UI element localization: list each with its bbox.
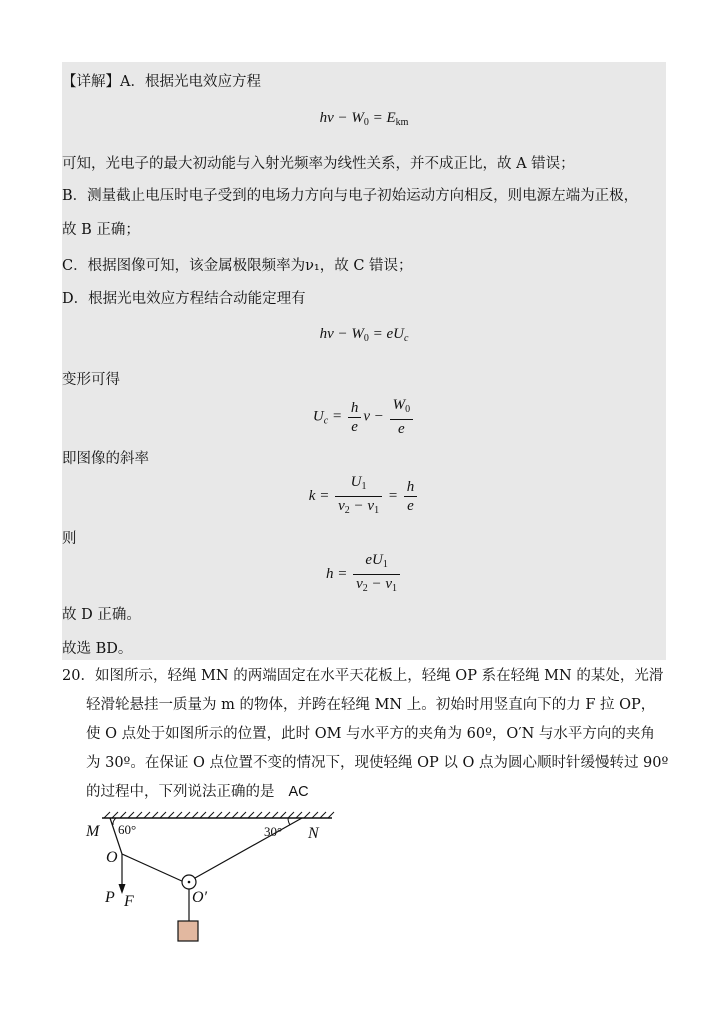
ceiling-hatching <box>104 812 334 818</box>
explanation-a: 可知，光电子的最大初动能与入射光频率为线性关系，并不成正比，故 A 错误； <box>62 156 575 172</box>
equation-kinetic: $h\nu - W_0 = eU_c$ <box>319 326 409 344</box>
angle-arc-60 <box>113 818 116 825</box>
equation-photoelectric: $h\nu - W_0 = E_{km}$ <box>319 110 409 128</box>
question-20 <box>62 662 672 807</box>
d-correct-text: 故 D 正确。 <box>62 607 141 623</box>
mass-block <box>178 921 198 941</box>
explanation-b-1: B．测量截止电压时电子受到的电场力方向与电子初始运动方向相反，则电源左端为正极， <box>62 188 639 204</box>
question-line-3: 使 O 点处于如图所示的位置，此时 OM 与水平方的夹角为 60º，O′N 与水平方向的夹角 <box>86 726 655 742</box>
question-answer: AC <box>288 784 309 800</box>
then-text: 则 <box>62 531 77 547</box>
equation-h: h = $\frac{eU_1}{\nu_2 - \nu_1}$ <box>62 551 666 598</box>
equation-uc: $U_c$ = $\frac{h}{e}$ ν − $\frac{W_0}{e}$ <box>62 396 666 438</box>
choose-text: 故选 BD。 <box>62 641 133 657</box>
explanation-c: C．根据图像可知，该金属极限频率为ν₁，故 C 错误； <box>62 258 413 274</box>
label-o-prime: O′ <box>192 889 208 906</box>
question-line-4: 为 30º。在保证 O 点位置不变的情况下，现使轻绳 OP 以 O 点为圆心顺时针缓慢转过 90º <box>86 755 669 771</box>
label-m: M <box>86 823 100 840</box>
deform-text: 变形可得 <box>62 372 120 388</box>
physics-figure <box>80 810 340 950</box>
label-o: O <box>106 849 118 866</box>
equation-slope: k = $\frac{U_1}{\nu_2 - \nu_1}$ = $\frac{h}{e}$ <box>62 473 666 520</box>
answer-header: 【详解】A．根据光电效应方程 <box>62 74 261 90</box>
angle-arc-30 <box>288 818 290 825</box>
label-n: N <box>308 825 319 842</box>
slope-text: 即图像的斜率 <box>62 451 149 467</box>
label-angle-30: 30° <box>264 824 283 839</box>
rope-o-oprime <box>122 854 184 882</box>
explanation-d: D．根据光电效应方程结合动能定理有 <box>62 291 306 307</box>
label-f: F <box>124 893 134 910</box>
question-line-5: 的过程中，下列说法正确的是 AC <box>86 784 309 800</box>
explanation-b-2: 故 B 正确； <box>62 222 140 238</box>
question-line-1: 20．如图所示，轻绳 MN 的两端固定在水平天花板上，轻绳 OP 系在轻绳 MN 的某处，光滑 <box>62 668 664 684</box>
rope-oprime-n <box>195 818 302 878</box>
question-line-2: 轻滑轮悬挂一质量为 m 的物体，并跨在轻绳 MN 上。初始时用竖直向下的力 F 拉 OP， <box>86 697 656 713</box>
label-angle-60: 60° <box>118 822 137 837</box>
pulley-axle <box>188 881 191 884</box>
label-p: P <box>105 889 115 906</box>
